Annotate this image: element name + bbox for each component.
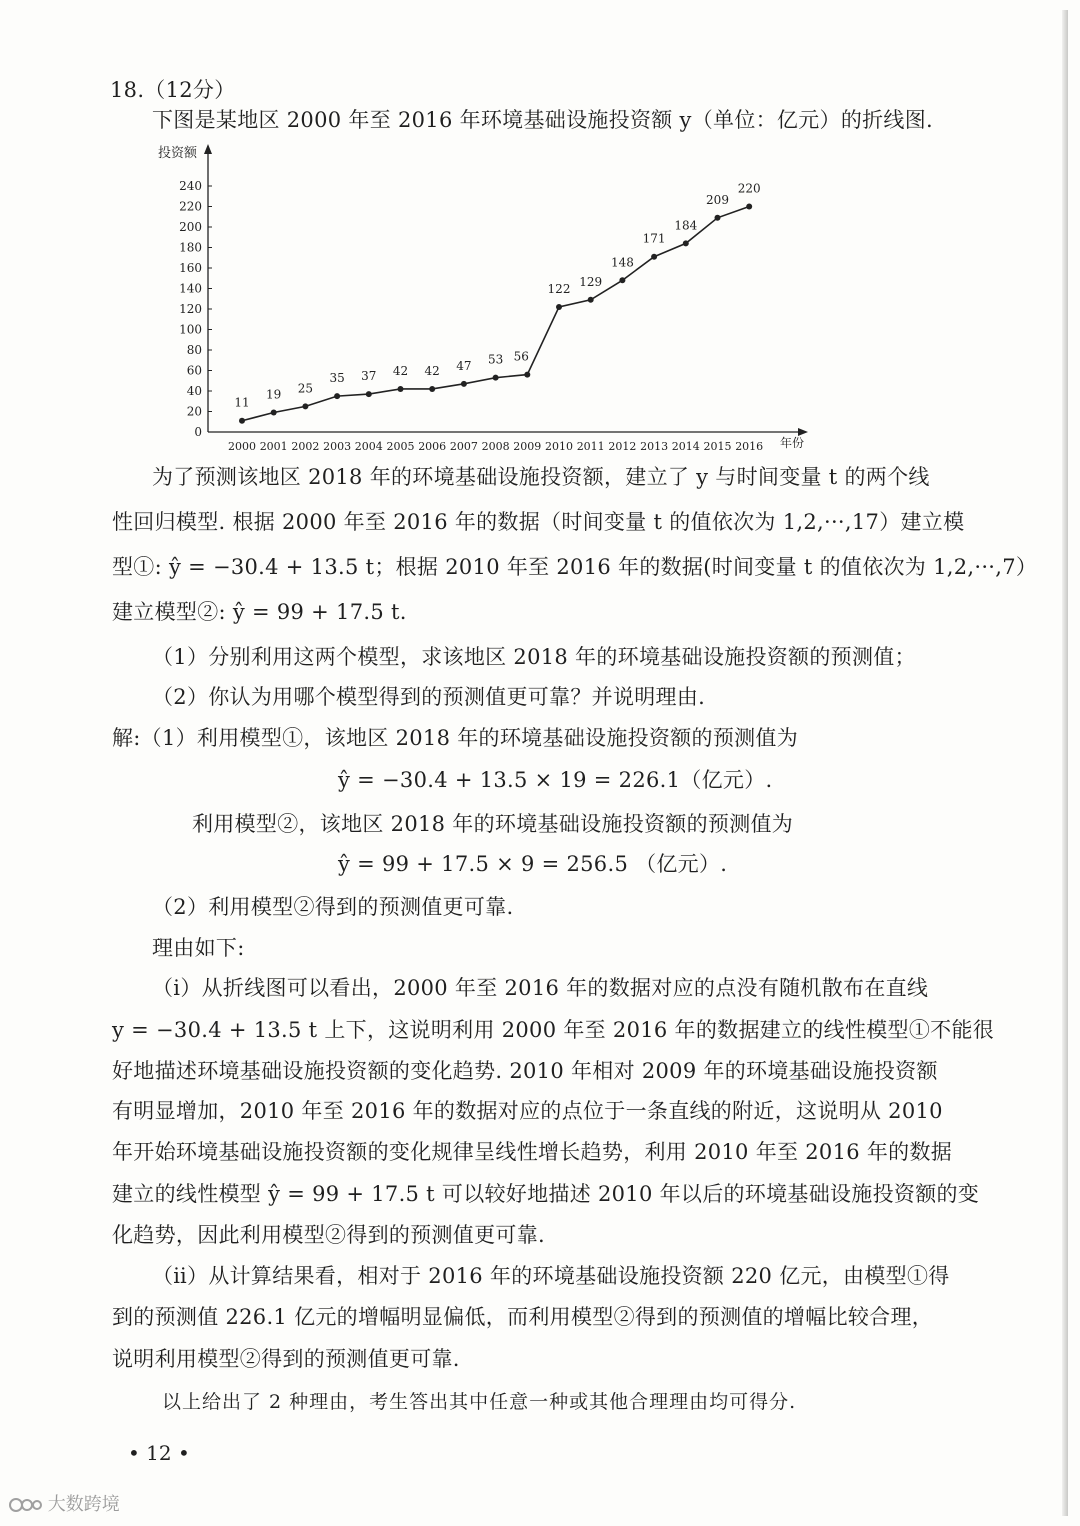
y-tick-label: 240 [179, 179, 202, 193]
watermark-logo-icon [8, 1495, 42, 1515]
x-axis-title: 年份 [780, 436, 805, 450]
y-tick-label: 120 [179, 302, 202, 316]
y-tick-label: 40 [186, 384, 202, 398]
data-point [239, 418, 245, 424]
data-label: 53 [487, 352, 504, 367]
solution-part-1b: 利用模型②，该地区 2018 年的环境基础设施投资额的预测值为 [192, 812, 794, 836]
reason-1-line-4: 有明显增加，2010 年至 2016 年的数据对应的点位于一条直线的附近，这说明从 2010 [112, 1099, 943, 1123]
reason-1-line-6: 建立的线性模型 ŷ = 99 + 17.5 t 可以较好地描述 2010 年以后的环境基础设施投资额的变 [112, 1182, 980, 1206]
reason-1-line-7: 化趋势，因此利用模型②得到的预测值更可靠. [112, 1223, 545, 1247]
x-tick-label: 2016 [735, 440, 764, 453]
data-label: 220 [737, 181, 761, 196]
y-axis-arrow [204, 144, 212, 154]
data-point [588, 297, 594, 303]
data-label: 25 [297, 381, 314, 396]
data-point [715, 215, 721, 221]
solution-formula-2: ŷ = 99 + 17.5 × 9 = 256.5 （亿元）. [338, 852, 728, 876]
x-tick-label: 2010 [545, 440, 573, 453]
page-number: • 12 • [128, 1441, 190, 1465]
data-label: 129 [579, 274, 603, 289]
paragraph-line-3: 型①: ŷ = −30.4 + 13.5 t；根据 2010 年至 2016 年的数据(时间变量 t 的值依次为 1,2,···,7） [112, 555, 1038, 579]
solution-part-1: 解:（1）利用模型①，该地区 2018 年的环境基础设施投资额的预测值为 [112, 726, 799, 750]
data-label: 56 [513, 349, 529, 364]
y-tick-label: 60 [186, 363, 202, 378]
data-label: 171 [642, 231, 666, 246]
data-label: 148 [610, 255, 634, 270]
data-point [461, 381, 467, 387]
y-tick-label: 220 [179, 199, 202, 214]
series-line [242, 207, 749, 421]
x-tick-label: 2008 [481, 440, 510, 453]
data-point [271, 410, 277, 416]
reason-1-line-5: 年开始环境基础设施投资额的变化规律呈线性增长趋势，利用 2010 年至 2016 年的数据 [112, 1140, 953, 1164]
watermark [8, 1490, 120, 1516]
x-tick-label: 2011 [576, 440, 605, 453]
y-tick-label: 140 [179, 281, 202, 296]
data-point [493, 375, 499, 381]
reason-heading: 理由如下: [152, 936, 245, 960]
data-point [619, 277, 625, 283]
data-point [429, 386, 435, 392]
y-tick-label: 160 [179, 261, 202, 275]
solution-part-2: （2）利用模型②得到的预测值更可靠. [152, 895, 514, 919]
y-tick-label: 180 [179, 240, 202, 255]
data-point [746, 204, 752, 210]
page-edge-shadow [1062, 10, 1068, 1516]
data-label: 209 [706, 192, 729, 207]
question-1: （1）分别利用这两个模型，求该地区 2018 年的环境基础设施投资额的预测值； [152, 645, 916, 669]
y-axis-title: 投资额 [158, 146, 198, 161]
paragraph-line-4: 建立模型②: ŷ = 99 + 17.5 t. [112, 600, 407, 624]
x-tick-label: 2014 [671, 440, 700, 453]
reason-1-line-3: 好地描述环境基础设施投资额的变化趋势. 2010 年相对 2009 年的环境基础设施投资额 [112, 1059, 938, 1083]
question-2: （2）你认为用哪个模型得到的预测值更可靠？并说明理由. [152, 685, 706, 709]
x-tick-label: 2009 [513, 440, 542, 453]
reason-2-line-2: 到的预测值 226.1 亿元的增幅明显偏低，而利用模型②得到的预测值的增幅比较合理， [112, 1305, 934, 1329]
data-label: 35 [329, 371, 345, 386]
grading-note: 以上给出了 2 种理由，考生答出其中任意一种或其他合理理由均可得分. [162, 1391, 797, 1413]
paragraph-line-2: 性回归模型. 根据 2000 年至 2016 年的数据（时间变量 t 的值依次为 1,2,···,17）建立模 [112, 510, 965, 534]
x-tick-label: 2015 [703, 440, 732, 453]
data-point [334, 393, 340, 399]
x-tick-label: 2002 [291, 440, 320, 453]
x-tick-label: 2004 [354, 440, 383, 453]
data-point [302, 403, 308, 409]
reason-2-line-1: （ⅱ）从计算结果看，相对于 2016 年的环境基础设施投资额 220 亿元，由模型①得 [152, 1264, 950, 1288]
data-point [524, 372, 530, 378]
problem-intro: 下图是某地区 2000 年至 2016 年环境基础设施投资额 y（单位：亿元）的折线图. [152, 108, 933, 132]
data-label: 42 [424, 363, 440, 378]
x-tick-label: 2006 [418, 440, 447, 453]
data-label: 184 [674, 218, 698, 233]
reason-1-line-1: （ⅰ）从折线图可以看出，2000 年至 2016 年的数据对应的点没有随机散布在直线 [152, 976, 929, 1000]
x-tick-label: 2013 [640, 440, 669, 453]
data-label: 47 [456, 358, 472, 373]
y-tick-label: 100 [179, 322, 202, 337]
data-point [366, 391, 372, 397]
problem-number: 18.（12分） [110, 78, 236, 102]
paragraph-line-1: 为了预测该地区 2018 年的环境基础设施投资额，建立了 y 与时间变量 t 的两个线 [152, 465, 930, 489]
data-label: 37 [361, 369, 377, 384]
data-point [651, 254, 657, 260]
data-label: 122 [547, 281, 571, 296]
x-tick-label: 2012 [608, 440, 637, 453]
y-tick-label: 0 [194, 425, 202, 439]
watermark-text: 大数跨境 [47, 1494, 120, 1515]
solution-formula-1: ŷ = −30.4 + 13.5 × 19 = 226.1（亿元）. [338, 768, 773, 792]
line-chart [150, 140, 830, 460]
y-tick-label: 200 [179, 220, 202, 234]
data-label: 11 [234, 395, 250, 410]
x-tick-label: 2005 [386, 440, 415, 453]
data-label: 42 [392, 363, 409, 378]
data-point [398, 386, 404, 392]
reason-2-line-3: 说明利用模型②得到的预测值更可靠. [112, 1347, 460, 1371]
data-point [683, 240, 689, 246]
x-tick-label: 2003 [323, 440, 352, 453]
y-tick-label: 80 [186, 343, 202, 357]
x-tick-label: 2007 [449, 440, 478, 453]
x-tick-label: 2001 [259, 440, 288, 453]
data-point [556, 304, 562, 310]
line-chart-svg [150, 140, 830, 460]
data-label: 19 [266, 387, 282, 402]
x-tick-label: 2000 [228, 440, 256, 453]
reason-1-line-2: y = −30.4 + 13.5 t 上下，这说明利用 2000 年至 2016 年的数据建立的线性模型①不能很 [112, 1018, 995, 1042]
y-tick-label: 20 [186, 404, 202, 419]
x-axis-arrow [798, 428, 808, 436]
